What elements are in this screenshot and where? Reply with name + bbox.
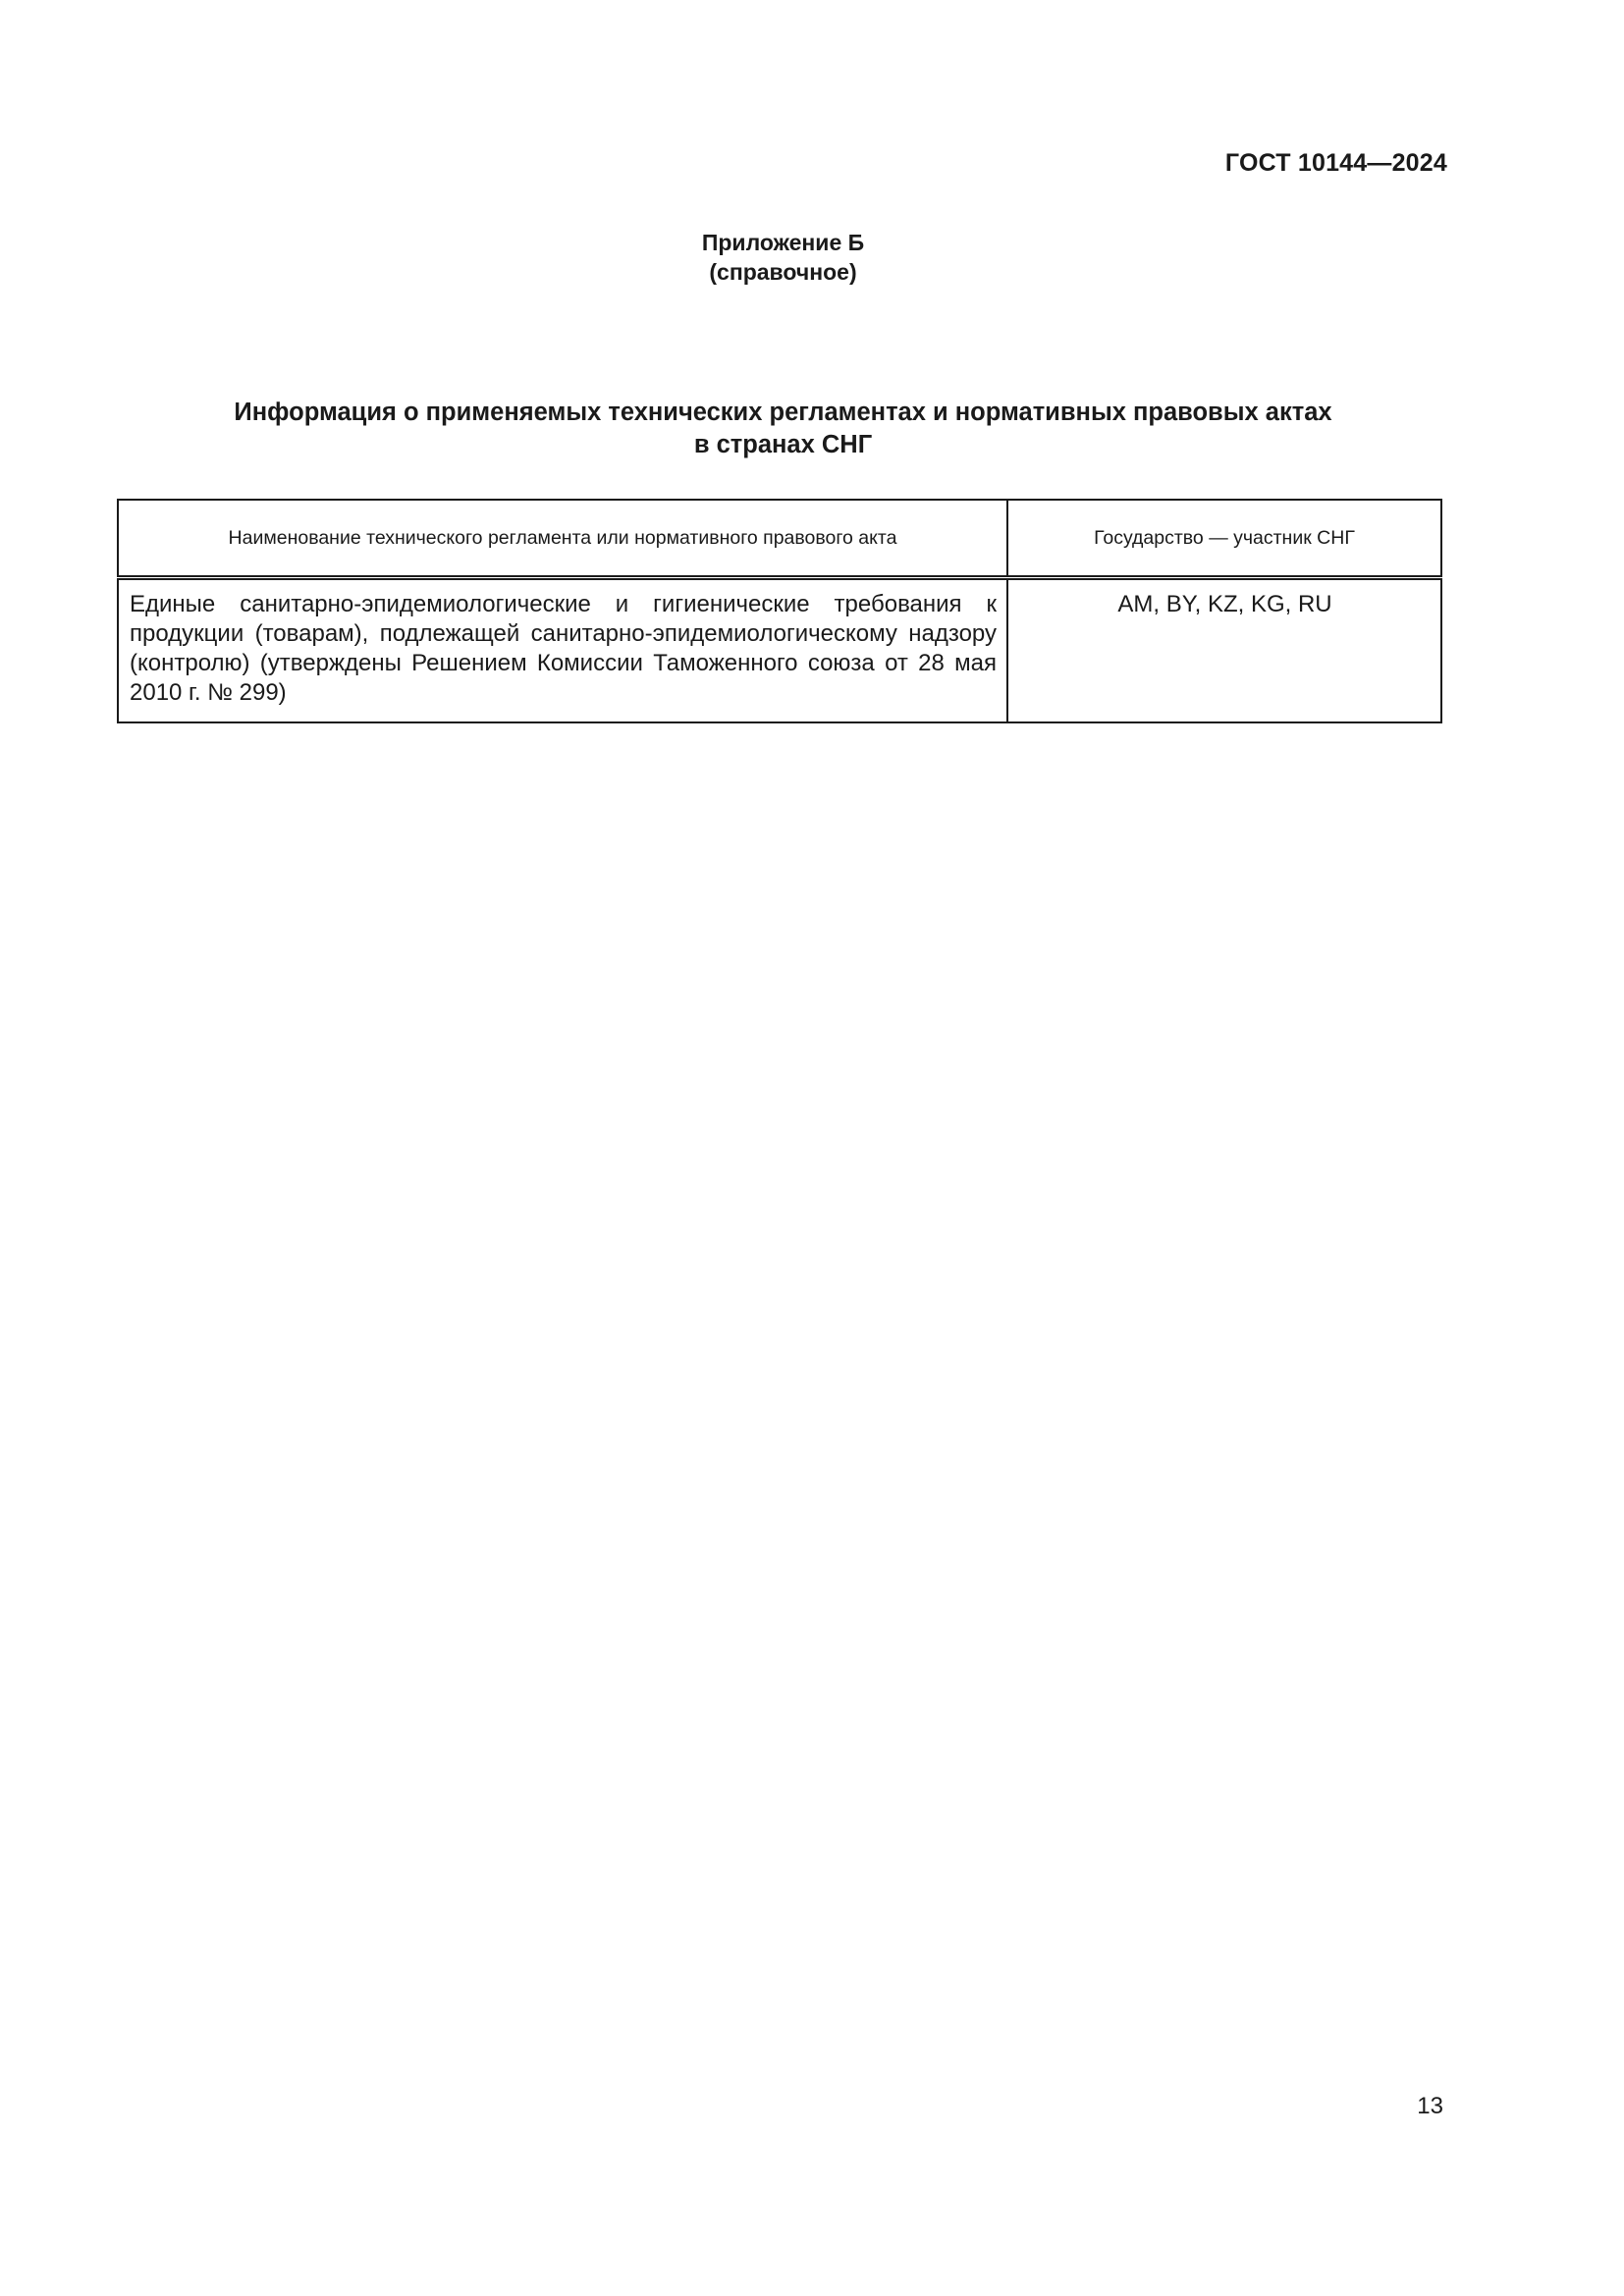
page-title-line-2: в странах СНГ [693,431,873,458]
member-states-cell: AM, BY, KZ, KG, RU [1007,578,1441,723]
regulations-table [117,499,1442,723]
appendix-title: Приложение Б [701,230,865,255]
page-title-line-1: Информация о применяемых технических регламентах и нормативных правовых актах [234,399,1332,426]
column-header-regulation-name: Наименование технического регламента или нормативного правового акта [118,500,1007,578]
appendix-status: (справочное) [709,259,857,285]
appendix-heading [0,228,1566,287]
page-title [0,397,1566,461]
regulation-name-cell: Единые санитарно-эпидемиологические и гигиенические требования к продукции (товарам), подлежащей санитарно-эпидемиологическому надзору (контролю) (утверждены Решением Комиссии Таможенного союза от 28 мая 2010 г. № 299) [130,591,997,706]
column-header-member-state: Государство — участник СНГ [1007,500,1441,578]
document-code: ГОСТ 10144—2024 [1224,149,1447,177]
page-number: 13 [1417,2093,1443,2119]
table-header-row [118,500,1441,578]
table-row [118,578,1441,723]
